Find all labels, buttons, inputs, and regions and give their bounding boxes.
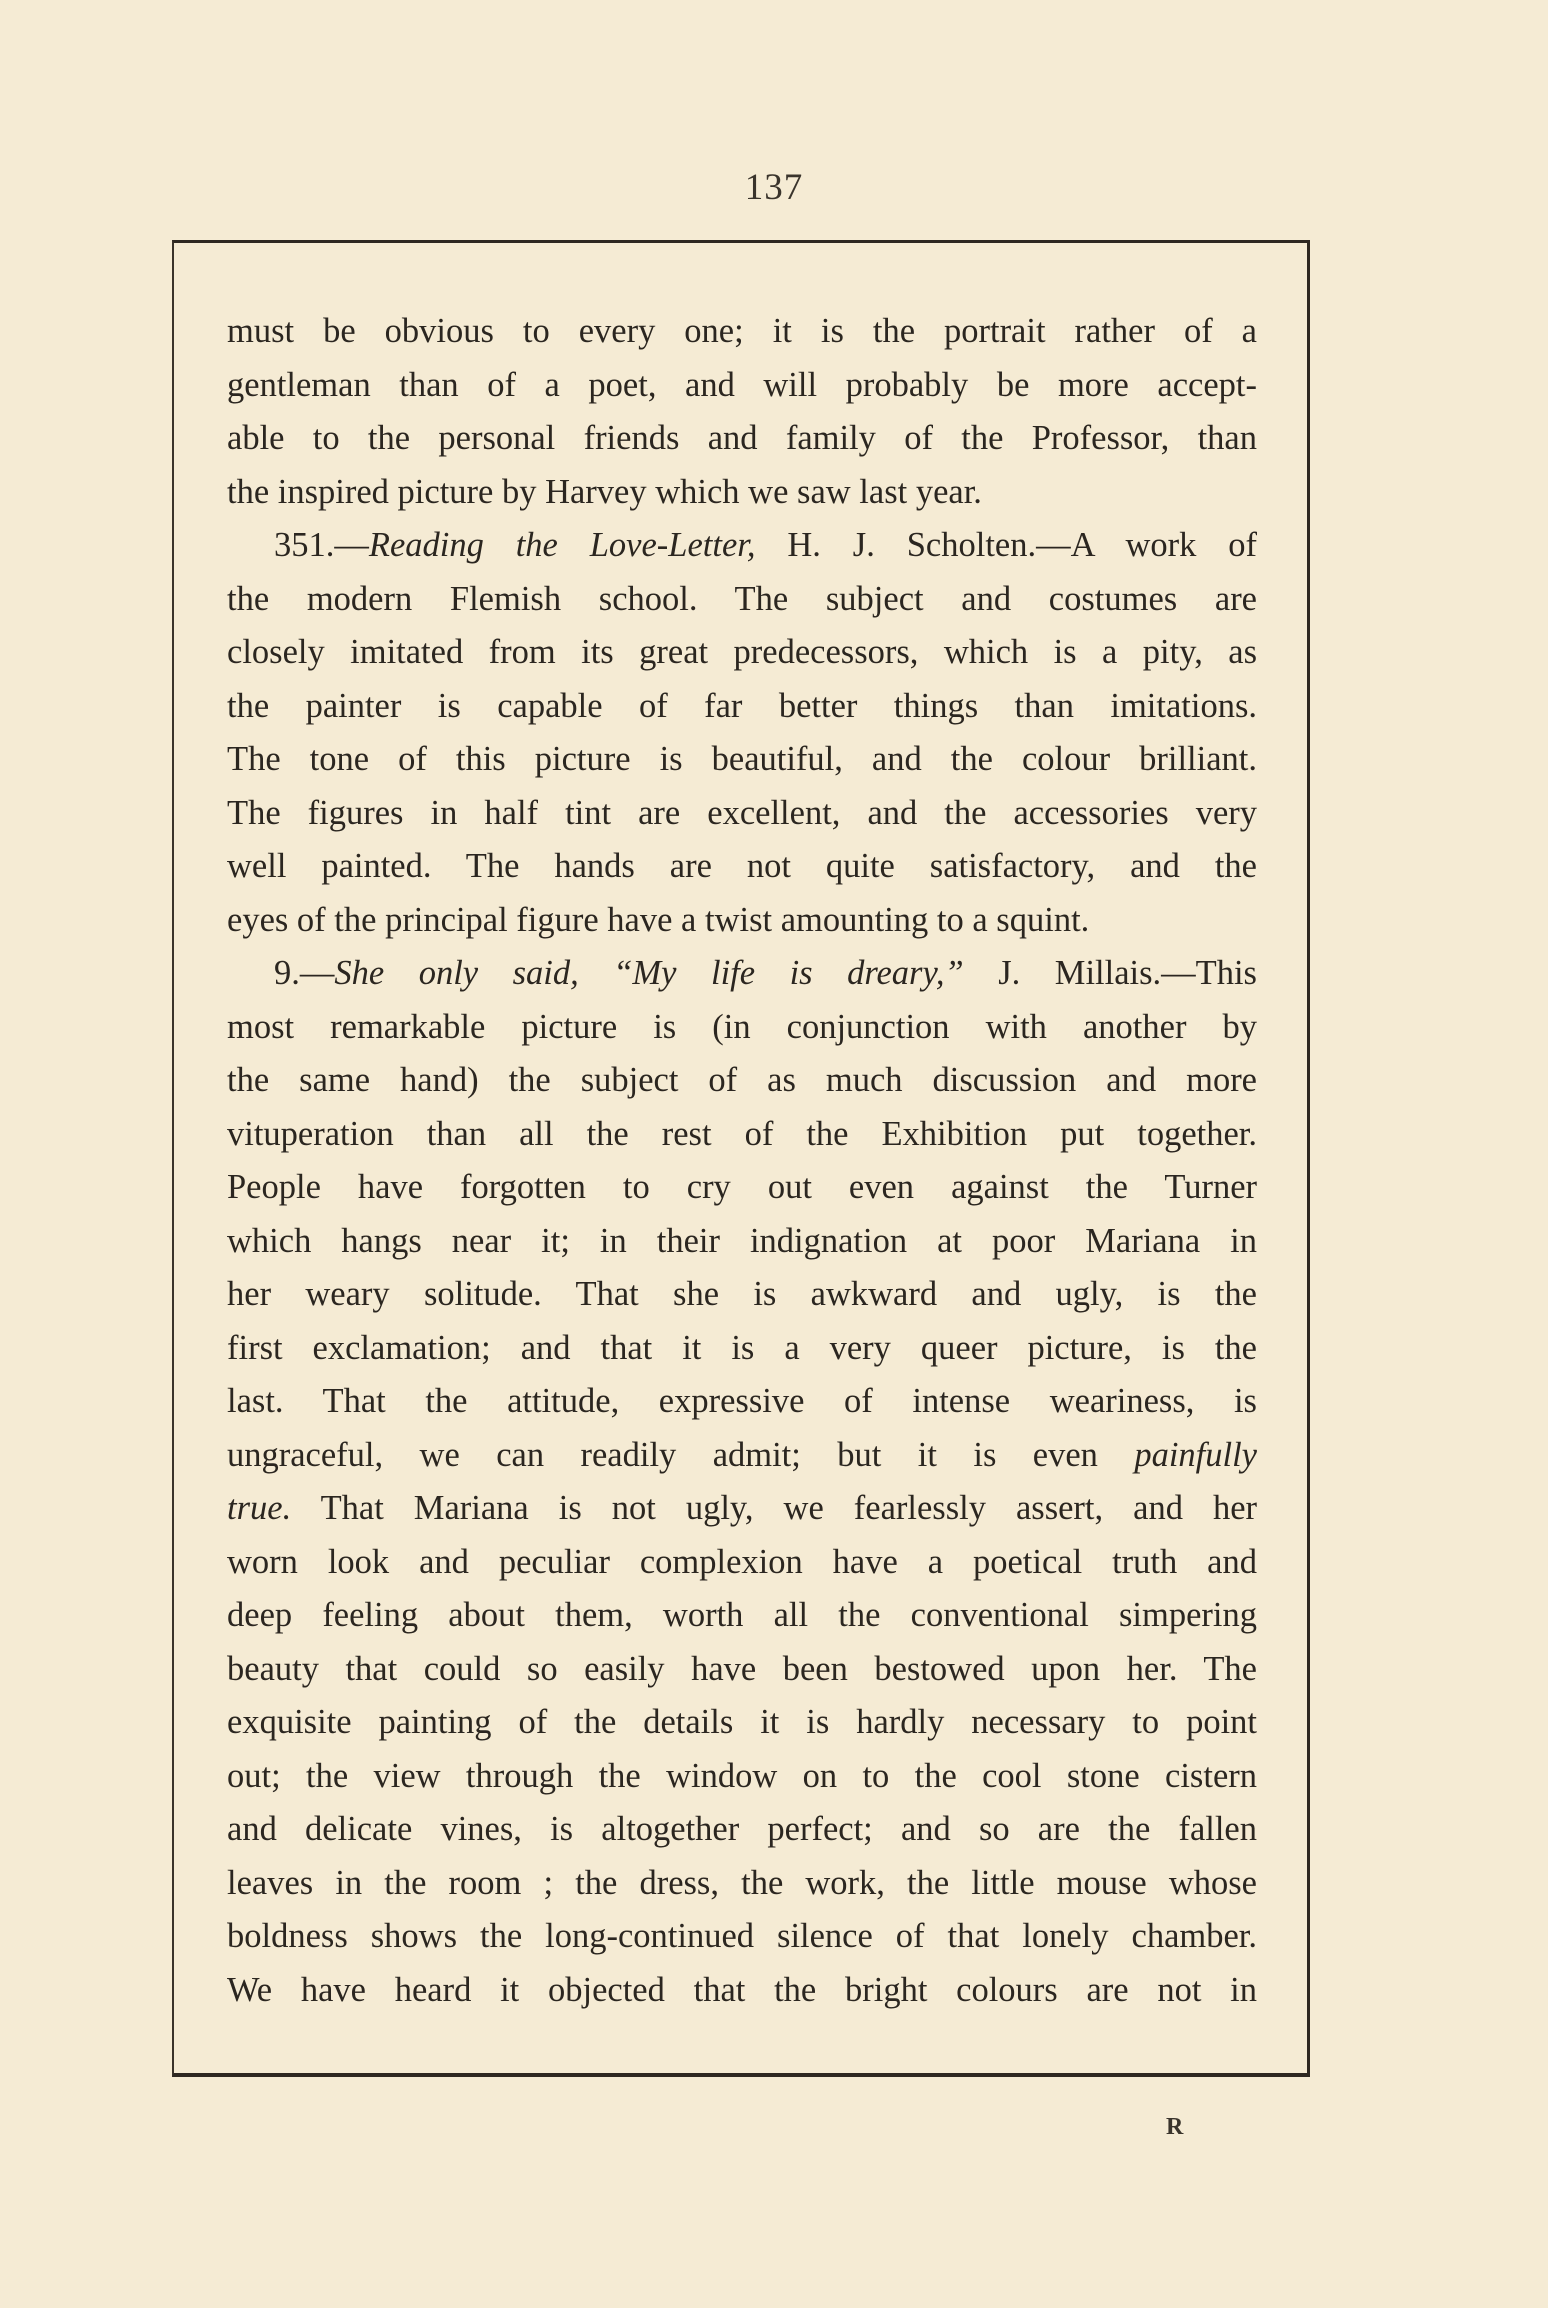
text-line: leaves in the room ; the dress, the work, the little mouse whose xyxy=(227,1863,1257,1902)
text-line: worn look and peculiar complexion have a poetical truth and xyxy=(227,1542,1257,1581)
text-line: deep feeling about them, worth all the conventional simpering xyxy=(227,1596,1257,1634)
text-line: must be obvious to every one; it is the portrait rather of a xyxy=(227,312,1257,350)
page-number: 137 xyxy=(744,167,804,208)
text-line: exquisite painting of the details it is hardly necessary to point xyxy=(227,1703,1257,1741)
text-line: gentleman than of a poet, and will probably be more accept- xyxy=(227,365,1257,404)
text-line: well painted. The hands are not quite satisfactory, and the xyxy=(227,847,1257,885)
text-line: which hangs near it; in their indignation at poor Mariana in xyxy=(227,1221,1257,1260)
painting-title: She only said, “My life is dreary,” xyxy=(334,954,964,992)
body-text xyxy=(227,305,1257,2017)
text-line: most remarkable picture is (in conjunction with another by xyxy=(227,1007,1257,1046)
emphasis: true. xyxy=(227,1489,292,1527)
entry-9-heading: 9.—She only said, “My life is dreary,” J. Millais.—This xyxy=(274,954,1257,992)
text-line: eyes of the principal figure have a twist amounting to a squint. xyxy=(227,900,1090,939)
painting-title: Reading the Love-Letter, xyxy=(368,526,756,564)
text-line: and delicate vines, is altogether perfect; and so are the fallen xyxy=(227,1810,1257,1848)
emphasis: painfully xyxy=(1134,1435,1257,1474)
text-line: able to the personal friends and family of the Professor, than xyxy=(227,419,1257,457)
text-line: the modern Flemish school. The subject and costumes are xyxy=(227,579,1257,618)
text-line: the same hand) the subject of as much discussion and more xyxy=(227,1061,1257,1099)
text-line: the inspired picture by Harvey which we saw last year. xyxy=(227,472,982,511)
text-line: People have forgotten to cry out even against the Turner xyxy=(227,1168,1257,1206)
text-line: out; the view through the window on to the cool stone cistern xyxy=(227,1756,1257,1795)
text-line: vituperation than all the rest of the Exhibition put together. xyxy=(227,1114,1257,1153)
text-line: beauty that could so easily have been bestowed upon her. The xyxy=(227,1649,1257,1688)
entry-351-heading: 351.—Reading the Love-Letter, H. J. Scholten.—A work of xyxy=(274,526,1257,564)
text-line: the painter is capable of far better things than imitations. xyxy=(227,686,1257,725)
text-line: The figures in half tint are excellent, and the accessories very xyxy=(227,793,1257,832)
text-line: boldness shows the long-continued silence of that lonely chamber. xyxy=(227,1917,1257,1955)
text-line: her weary solitude. That she is awkward and ugly, is the xyxy=(227,1275,1257,1313)
text-line: first exclamation; and that it is a very queer picture, is the xyxy=(227,1328,1257,1367)
text-line: last. That the attitude, expressive of intense weariness, is xyxy=(227,1382,1257,1420)
text-line: The tone of this picture is beautiful, and the colour brilliant. xyxy=(227,740,1257,778)
text-line: true. That Mariana is not ugly, we fearlessly assert, and her xyxy=(227,1489,1257,1527)
signature-mark: R xyxy=(1166,2114,1184,2140)
text-line: ungraceful, we can readily admit; but it is even painfully xyxy=(227,1435,1257,1474)
text-line: We have heard it objected that the bright colours are not in xyxy=(227,1970,1257,2009)
text-line: closely imitated from its great predecessors, which is a pity, as xyxy=(227,633,1257,671)
